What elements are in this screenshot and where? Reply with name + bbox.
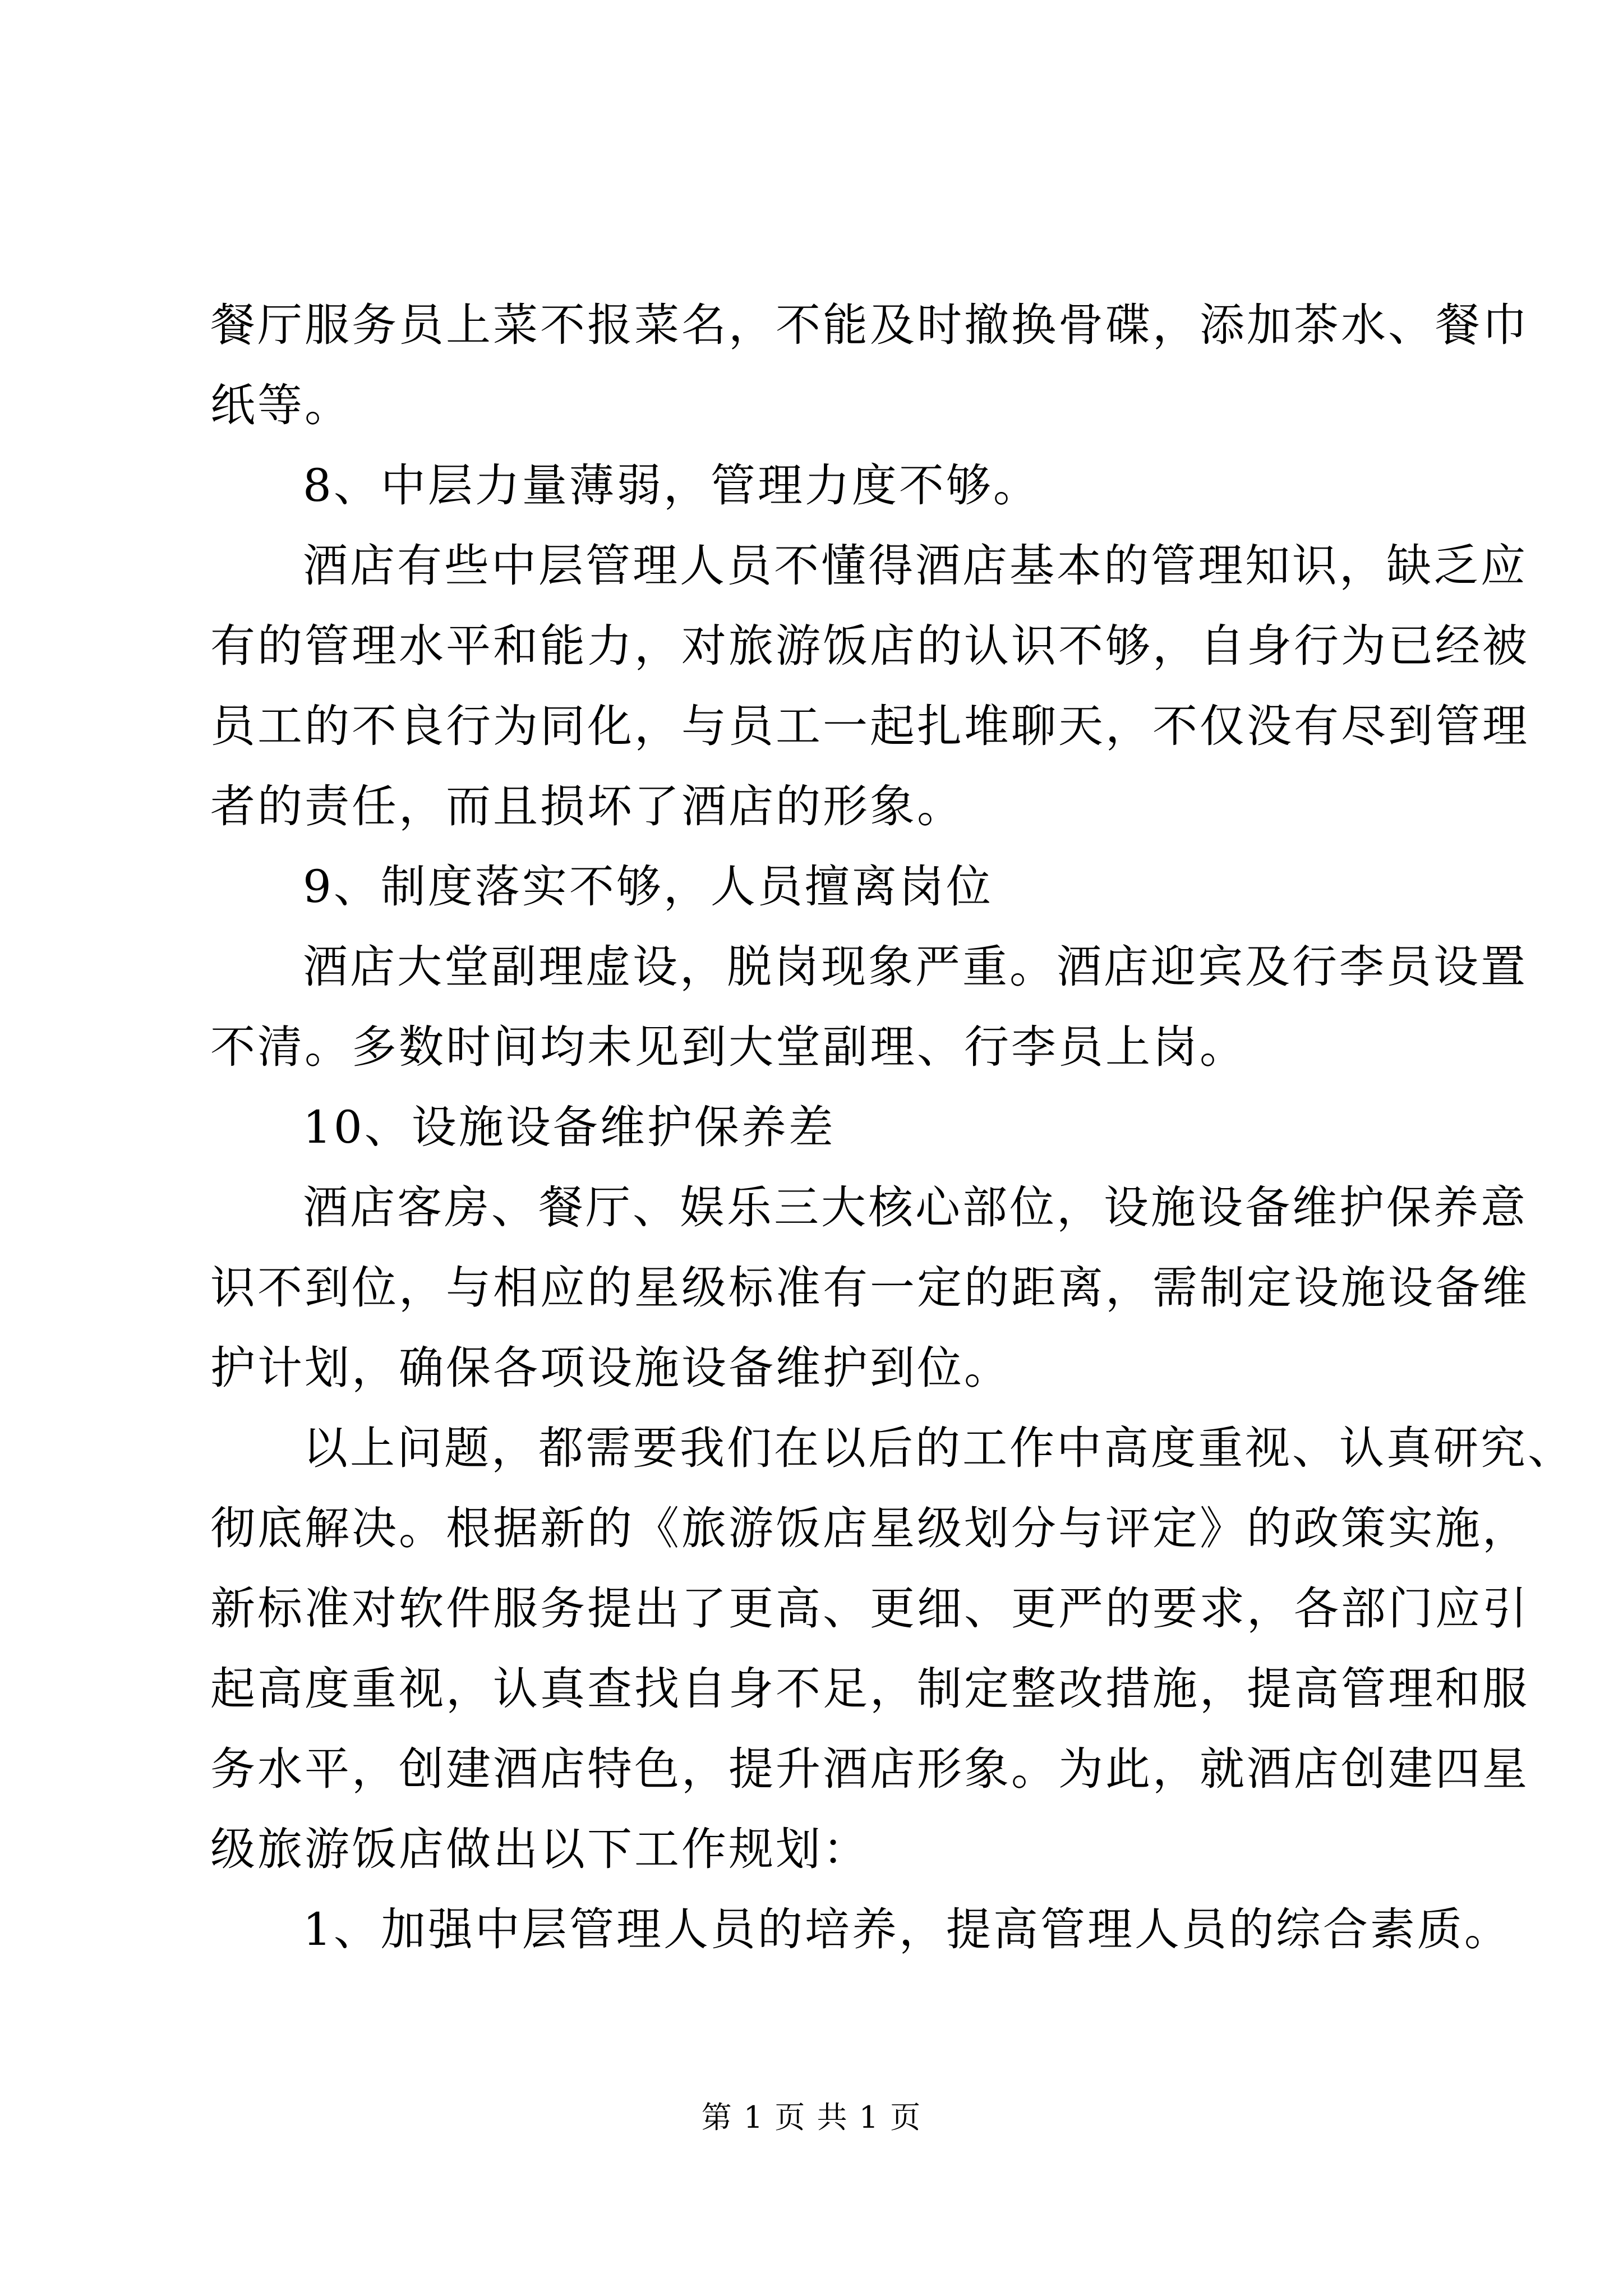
text-line: 有的管理水平和能力，对旅游饭店的认识不够，自身行为已经被	[210, 620, 1529, 672]
text-line: 酒店大堂副理虚设，脱岗现象严重。酒店迎宾及行李员设置	[303, 941, 1528, 993]
section-heading-8: 8、中层力量薄弱，管理力度不够。	[303, 459, 1040, 512]
text-line: 起高度重视，认真查找自身不足，制定整改措施，提高管理和服	[210, 1663, 1529, 1715]
text-line: 不清。多数时间均未见到大堂副理、行李员上岗。	[210, 1021, 1247, 1073]
plan-item-1: 1、加强中层管理人员的培养，提高管理人员的综合素质。	[303, 1903, 1511, 1955]
text-line: 务水平，创建酒店特色，提升酒店形象。为此，就酒店创建四星	[210, 1743, 1529, 1795]
section-heading-9: 9、制度落实不够，人员擅离岗位	[303, 861, 993, 913]
text-line: 酒店客房、餐厅、娱乐三大核心部位，设施设备维护保养意	[303, 1181, 1528, 1234]
text-line: 识不到位，与相应的星级标准有一定的距离，需制定设施设备维	[210, 1262, 1529, 1314]
text-line: 者的责任，而且损坏了酒店的形象。	[210, 780, 964, 832]
text-line: 新标准对软件服务提出了更高、更细、更严的要求，各部门应引	[210, 1582, 1529, 1635]
text-line: 护计划，确保各项设施设备维护到位。	[210, 1342, 1011, 1394]
text-line: 员工的不良行为同化，与员工一起扎堆聊天，不仅没有尽到管理	[210, 700, 1529, 752]
text-line: 纸等。	[210, 379, 352, 431]
text-line: 酒店有些中层管理人员不懂得酒店基本的管理知识，缺乏应	[303, 540, 1528, 592]
text-line: 以上问题，都需要我们在以后的工作中高度重视、认真研究、	[303, 1422, 1575, 1474]
page-footer: 第 1 页 共 1 页	[701, 2100, 922, 2135]
text-line: 级旅游饭店做出以下工作规划：	[210, 1823, 870, 1875]
text-line: 彻底解决。根据新的《旅游饭店星级划分与评定》的政策实施，	[210, 1502, 1529, 1554]
text-line: 餐厅服务员上菜不报菜名，不能及时撤换骨碟，添加茶水、餐巾	[210, 299, 1529, 351]
section-heading-10: 10、设施设备维护保养差	[303, 1101, 836, 1153]
